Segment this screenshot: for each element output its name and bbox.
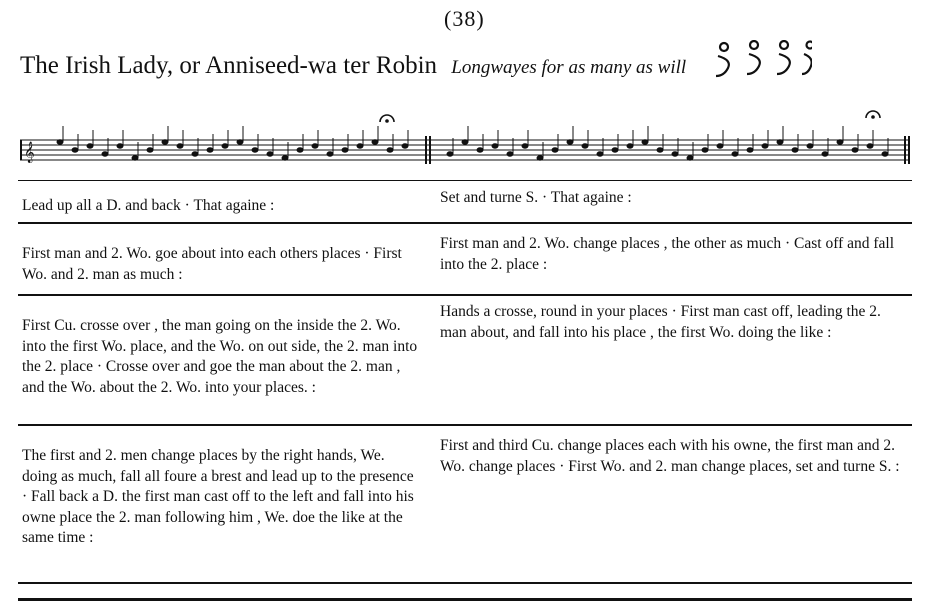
music-note <box>582 144 588 148</box>
music-note <box>327 152 333 156</box>
figure-text-right-3: Hands a crosse, round in your places · First man cast off, leading the 2. man about, and fall into his place , the first Wo. doing the like : <box>440 303 881 341</box>
dance-title <box>20 52 686 80</box>
music-note <box>102 152 108 156</box>
dancer-figures-icon <box>692 40 812 80</box>
divider <box>18 424 912 426</box>
music-note <box>387 148 393 152</box>
music-note <box>702 148 708 152</box>
music-note <box>867 144 873 148</box>
music-note <box>477 148 483 152</box>
music-note <box>522 144 528 148</box>
dance-title-main: The Irish Lady, or Anniseed-wa ter Robin <box>20 52 438 79</box>
music-note <box>762 144 768 148</box>
divider <box>18 582 912 584</box>
music-note <box>672 152 678 156</box>
music-note <box>507 152 513 156</box>
music-note <box>87 144 93 148</box>
divider <box>18 294 912 296</box>
music-note <box>747 148 753 152</box>
music-note <box>147 148 153 152</box>
music-note <box>642 140 648 144</box>
music-note <box>597 152 603 156</box>
music-note <box>132 156 138 160</box>
music-note <box>282 156 288 160</box>
music-note <box>537 156 543 160</box>
music-note <box>117 144 123 148</box>
svg-text:𝄞: 𝄞 <box>24 142 35 163</box>
figure-text-right-4: First and third Cu. change places each with his owne, the first man and 2. Wo. change places · First Wo. and 2. man change places, set and turne S. : <box>440 437 900 475</box>
divider-bottom <box>18 598 912 601</box>
dance-title-subtitle: Longwayes for as many as will <box>451 57 687 78</box>
divider <box>18 180 912 181</box>
music-note <box>207 148 213 152</box>
music-note <box>192 152 198 156</box>
figure-text-left-4: The first and 2. men change places by the right hands, We. doing as much, fall all foure a brest and lead up to the presence · Fall back a D. the first man cast off to the left and fall into his owne place the 2. man following him , We. doe the like at the same time : <box>22 447 414 546</box>
music-note <box>732 152 738 156</box>
music-note <box>237 140 243 144</box>
music-note <box>162 140 168 144</box>
music-note <box>57 140 63 144</box>
figure-text-right-2: First man and 2. Wo. change places , the other as much · Cast off and fall into the 2. place : <box>440 235 895 273</box>
music-note <box>777 140 783 144</box>
music-note <box>402 144 408 148</box>
music-note <box>837 140 843 144</box>
music-note <box>612 148 618 152</box>
music-staff <box>20 108 914 168</box>
music-note <box>492 144 498 148</box>
music-note <box>852 148 858 152</box>
page-number: (38) <box>444 6 485 31</box>
figure-text-left-1: Lead up all a D. and back · That againe : <box>22 197 275 214</box>
music-note <box>717 144 723 148</box>
music-note <box>822 152 828 156</box>
figure-text-left-2: First man and 2. Wo. goe about into each others places · First Wo. and 2. man as much : <box>22 245 402 283</box>
music-note <box>882 152 888 156</box>
music-note <box>372 140 378 144</box>
music-note <box>462 140 468 144</box>
music-note <box>567 140 573 144</box>
music-note <box>357 144 363 148</box>
music-note <box>687 156 693 160</box>
music-note <box>267 152 273 156</box>
figure-text-left-3: First Cu. crosse over , the man going on the inside the 2. Wo. into the first Wo. place, and the Wo. on out side, the 2. man into the 2. place · Crosse over and goe the man about the 2. man , and the Wo. about the 2. Wo. into your places. : <box>22 317 418 396</box>
music-note <box>552 148 558 152</box>
music-note <box>72 148 78 152</box>
music-note <box>792 148 798 152</box>
music-note <box>807 144 813 148</box>
divider <box>18 222 912 224</box>
music-note <box>222 144 228 148</box>
music-note <box>342 148 348 152</box>
music-note <box>297 148 303 152</box>
music-note <box>447 152 453 156</box>
figure-text-right-1: Set and turne S. · That againe : <box>440 189 632 206</box>
music-note <box>657 148 663 152</box>
music-note <box>177 144 183 148</box>
music-note <box>627 144 633 148</box>
music-note <box>252 148 258 152</box>
music-note <box>312 144 318 148</box>
